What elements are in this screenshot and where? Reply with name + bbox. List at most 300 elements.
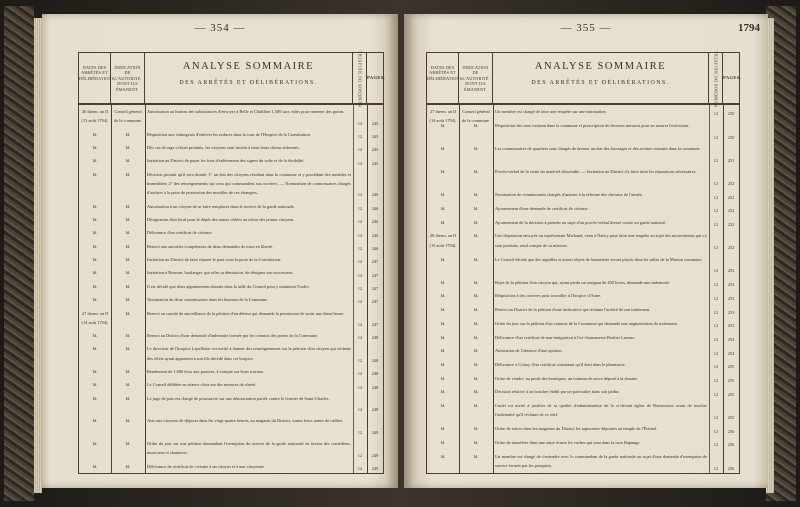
num-cell: 12 (713, 295, 719, 301)
page-cell: 254 (727, 350, 735, 356)
num-cell: 12 (713, 282, 719, 288)
page-cell: 245 (371, 147, 379, 153)
ind-cell: Id. (125, 243, 131, 249)
ind-cell: Id. (125, 203, 131, 209)
text-cell: Invitation au District de payer les frais d'enlèvement des signes du culte et de la féodalité. (147, 158, 305, 164)
ind-cell: Id. (473, 440, 479, 446)
text-cell: Rendement de 1,600 écus aux pauvres, à-compte sur leurs travaux. (147, 369, 265, 375)
text-cell: Un membre est chargé de faire une enquête sur une insinuation. (495, 109, 607, 114)
table-row (79, 107, 383, 130)
pages-column-header-label: PAGES. (367, 75, 386, 80)
page-cell: 247 (371, 299, 379, 305)
table-row (427, 374, 739, 388)
text-cell: Attestation de l'absence d'une opinion. (495, 348, 563, 354)
date-cell: 26 therm. an II (13 août 1794). (81, 109, 109, 124)
text-cell: Un membre est chargé de s'entendre avec le commandant de la garde nationale au sujet d'une demande d'exemption de service formée par les pompiers. (495, 453, 707, 469)
page-cell: 252 (727, 194, 735, 200)
right-page (404, 14, 768, 488)
page-cell: 248 (371, 407, 379, 413)
page-cell: 248 (371, 384, 379, 390)
num-cell: 12 (713, 415, 719, 421)
page-cell: 246 (371, 245, 379, 251)
ind-cell: Id. (473, 279, 479, 285)
left-cover-board (4, 6, 34, 501)
text-cell: Réquisition à des ouvriers pour travailler à l'hospice d'Anne. (495, 293, 602, 299)
text-cell: Autorisation à un citoyen de se faire remplacer dans le service de la garde nationale. (147, 203, 295, 209)
page-cell: 253 (727, 295, 735, 301)
text-cell: Le Conseil décide que des aiguilles et autres objets de bonneterie seront placés dans les salles de la Maison commune. (495, 256, 703, 262)
table-row (427, 204, 739, 218)
text-cell: Nomination de commissaires chargés d'assister à la réforme des chevaux de l'armée. (495, 192, 643, 198)
num-cell: 12 (713, 208, 719, 214)
table-row (427, 360, 739, 374)
date-cell: 27 therm. an II (14 août 1794). (429, 109, 457, 124)
table-row (427, 144, 739, 167)
num-cell: 12 (357, 147, 363, 153)
text-cell: Renvoi au comité de surveillance de la pétition d'un détenu qui demande la permission de sortir une demi-heure. (147, 310, 345, 316)
text-cell: Une députation envoyée au représentant Michaud, venu à Nancy pour faire une enquête au sujet des mouvements qui s'y sont produits, rend compte de sa mission. (495, 233, 707, 248)
num-cell: 12 (357, 192, 363, 198)
text-cell: Renvoi au District d'une demande d'indemnité formée par les commis des portes de la Commune. (147, 333, 319, 339)
table-row (427, 121, 739, 144)
ind-cell: Id. (473, 426, 479, 432)
page-cell: 251 (727, 157, 735, 163)
indication-column-header (459, 53, 493, 103)
num-cell: 12 (713, 268, 719, 274)
num-cell: 12 (357, 465, 363, 471)
text-cell: Dès cas de rage ci-bien produits, les citoyens sont invités à tenir leurs chiens enfermés. (147, 144, 300, 150)
ind-cell: Id. (125, 382, 131, 388)
table-row (79, 242, 383, 255)
date-cell: 28 therm. an II (15 août 1794). (429, 233, 457, 248)
analysis-column-header (493, 53, 709, 103)
num-cell: 12 (357, 160, 363, 166)
page-cell: 253 (727, 282, 735, 288)
text-cell: Réquisition des sons existant dans la commune et prescription de diverses mesures pour en assurer l'exécution. (495, 122, 690, 128)
indication-column-header-label: INDICATION DE L'AUTORITÉ DONT ILS ÉMANENT. (114, 65, 141, 92)
text-cell: Procès-verbal de la visite du matériel d'incendie. — Invitation au District d'y faire faire les réparations nécessaires. (495, 169, 697, 175)
dates-column-header-label: DATES DES ARRÊTÉS ET DÉLIBÉRATIONS. (427, 65, 464, 81)
ind-cell: Id. (125, 171, 131, 177)
text-cell: Ordre du jour sur la pétition d'un commis de la Commune qui demande une augmentation de traitement. (495, 320, 678, 326)
ind-cell: Id. (473, 192, 479, 198)
page-cell: 249 (371, 429, 379, 435)
table-row (427, 319, 739, 333)
page-cell: 247 (371, 322, 379, 328)
num-cell: 12 (713, 336, 719, 342)
num-cell: 12 (713, 391, 719, 397)
table-row (427, 401, 739, 424)
table-subtitle: DES ARRÊTÉS ET DÉLIBÉRATIONS. (179, 80, 318, 86)
ind-cell: Id. (125, 441, 131, 447)
ind-cell: Id. (125, 463, 131, 469)
text-cell: Décision portant qu'il sera donné: 1° un état des citoyens résidant dans la commune et y possédant des meubles et immeubles; 2° des renseignements sur ceux qui commandent aux ouvriers. — Nomination de commissaires chargés d'assister à la prise de possession des meubles de ces étrangers. (147, 171, 351, 195)
page-cell: 252 (727, 222, 735, 228)
num-cell: 12 (357, 299, 363, 305)
page-cell: 245 (371, 160, 379, 166)
analysis-column-header (145, 53, 353, 103)
page-cell: 246 (371, 219, 379, 225)
num-cell: 12 (713, 222, 719, 228)
page-cell: 249 (371, 452, 379, 458)
text-cell: Délivrance à Coissy d'un certificat constatant qu'il était dans le pharmacie. (495, 362, 626, 368)
num-cell: 12 (357, 120, 363, 126)
text-cell: Le directeur de l'hospice Lepelletier est invité à donner des renseignements sur la pétition d'un citoyen qui réclame des effets ayant appartenu à son fils décédé dans cet hospice. (147, 346, 351, 361)
table-row (79, 344, 383, 367)
table-row (427, 346, 739, 360)
ind-cell: Id. (473, 256, 479, 262)
table-row (79, 202, 383, 215)
date-cell: Id. (440, 348, 446, 354)
date-cell: Id. (92, 257, 98, 263)
date-cell: Id. (440, 122, 446, 128)
num-cell: 12 (357, 384, 363, 390)
page-cell: 255 (727, 391, 735, 397)
table-row (79, 143, 383, 156)
date-cell: Id. (92, 395, 98, 401)
ind-cell: Id. (473, 307, 479, 313)
numeros-column-header (709, 48, 723, 108)
text-cell: Délivrance d'un certificat de civisme. (147, 230, 213, 236)
table-row (79, 331, 383, 344)
date-cell: Id. (440, 362, 446, 368)
num-cell: 12 (357, 232, 363, 238)
page-cell: 248 (371, 371, 379, 377)
num-cell: 12 (357, 371, 363, 377)
date-cell: Id. (92, 171, 98, 177)
num-cell: 12 (713, 350, 719, 356)
table-row (79, 295, 383, 308)
ind-cell: Id. (125, 257, 131, 263)
table-row (79, 439, 383, 462)
table-row (427, 333, 739, 347)
table-row (79, 282, 383, 295)
page-cell: 245 (371, 133, 379, 139)
dates-column-header (427, 53, 464, 103)
table-header (427, 48, 742, 108)
text-cell: Il est décidé que deux appartements donnés dans la salle du Conseil pour y maintenir l'ordre. (147, 283, 310, 289)
text-cell: Réquisition aux vidangeurs d'enlever les ordures dans la cour de l'Hospice de la Constitution. (147, 131, 311, 137)
date-cell: Id. (92, 346, 98, 352)
date-cell: Id. (92, 418, 98, 424)
text-cell: Délivrance de certificat de civisme à un citoyen et à une citoyenne. (147, 463, 265, 469)
ind-cell: Id. (125, 310, 131, 316)
ind-cell: Id. (473, 293, 479, 299)
table-row (79, 416, 383, 439)
num-cell: 12 (713, 194, 719, 200)
table-row (427, 278, 739, 292)
num-cell: 12 (357, 245, 363, 251)
table-row (427, 452, 739, 475)
date-cell: Id. (92, 131, 98, 137)
table-row (427, 167, 739, 190)
page-cell: 252 (727, 180, 735, 186)
date-cell: Id. (440, 403, 446, 409)
ind-cell: Id. (125, 283, 131, 289)
page-cell: 250 (727, 111, 735, 117)
ind-cell: Id. (473, 320, 479, 326)
text-cell: Avis aux citoyens de déposer dans les vingt-quatre heures, au magasin du District, toutes leurs armes de calibre. (147, 418, 344, 424)
date-cell: Id. (92, 441, 98, 447)
date-cell: Id. (440, 426, 446, 432)
text-cell: Ordre du jour sur une pétition demandant l'exemption du service de la garde nationale en faveur des comédiens, musiciens et chanteurs. (147, 441, 351, 456)
table-title: ANALYSE SOMMAIRE (182, 61, 315, 72)
pages-column-header (723, 53, 742, 103)
ind-cell: Id. (473, 375, 479, 381)
num-cell: 12 (357, 429, 363, 435)
page-cell: 247 (371, 272, 379, 278)
page-cell: 248 (371, 335, 379, 341)
table-row (79, 367, 383, 380)
date-cell: Id. (440, 145, 446, 151)
page-cell: 247 (371, 259, 379, 265)
table-row (427, 424, 739, 438)
ind-cell: Conseil général de la commune. (114, 109, 142, 124)
table-row (79, 255, 383, 268)
num-cell: 12 (357, 407, 363, 413)
running-head (404, 22, 768, 36)
num-cell: 12 (357, 322, 363, 328)
date-cell: Id. (92, 203, 98, 209)
ind-cell: Id. (125, 369, 131, 375)
table-body (79, 105, 383, 473)
table-row (427, 291, 739, 305)
year-label: 1794 (738, 22, 760, 34)
dates-column-header-label: DATES DES ARRÊTÉS ET DÉLIBÉRATIONS. (79, 65, 116, 81)
num-cell: 12 (713, 465, 719, 471)
num-cell: 12 (357, 358, 363, 363)
pages-column-header (367, 53, 386, 103)
page-cell: 256 (727, 465, 735, 471)
table-row (427, 231, 739, 254)
date-cell: Id. (440, 334, 446, 340)
page-number: — 354 — (194, 22, 246, 34)
page-cell: 254 (727, 336, 735, 342)
page-cell: 248 (371, 358, 379, 363)
text-cell: Renvoi aux autorités compétentes de deux demandes de mise en liberté. (147, 243, 274, 249)
num-cell: 12 (357, 335, 363, 341)
left-page (42, 14, 398, 488)
table-header (79, 48, 386, 108)
page-cell: 249 (371, 465, 379, 471)
table-row (427, 255, 739, 278)
table-row (79, 462, 383, 475)
page-cell: 252 (727, 208, 735, 214)
date-cell: Id. (92, 158, 98, 164)
table-row (427, 190, 739, 204)
page-cell: 250 (727, 134, 735, 140)
num-cell: 12 (713, 180, 719, 186)
date-cell: Id. (92, 216, 98, 222)
text-cell: Ordre de retirer dans les magasins du District les tapisseries déposées au temple de l'Éternel. (495, 426, 658, 432)
num-cell: 12 (713, 111, 719, 117)
page-cell: 247 (371, 286, 379, 292)
ind-cell: Conseil général de la commune. (462, 109, 490, 124)
ind-cell: Id. (473, 453, 479, 459)
text-cell: Autorisation au bureau des subsistances d'envoyer à Belle et Châtillon 1,500 sacs vides pour ramener des grains. (147, 109, 345, 114)
ind-cell: Id. (473, 334, 479, 340)
text-cell: Ajournement d'une demande de certificat de civisme. (495, 205, 589, 211)
page-cell: 246 (371, 232, 379, 238)
ind-cell: Id. (125, 418, 131, 424)
ind-cell: Id. (473, 403, 479, 409)
num-cell: 12 (713, 442, 719, 448)
num-cell: 12 (357, 219, 363, 225)
page-cell: 253 (727, 268, 735, 274)
table-row (79, 268, 383, 281)
indication-column-header (111, 53, 145, 103)
table-row (427, 305, 739, 319)
num-cell: 12 (713, 428, 719, 434)
table-row (79, 170, 383, 202)
table-row (427, 218, 739, 232)
date-cell: Id. (440, 307, 446, 313)
text-cell: Ordre de vendre, au poids des boutiques, un tonneau de sucre déposé à la douane. (495, 375, 639, 381)
table-row (79, 380, 383, 393)
page-cell: 255 (727, 378, 735, 384)
table-row (79, 309, 383, 332)
page-cell: 253 (727, 323, 735, 329)
date-cell: Id. (440, 389, 446, 395)
ind-cell: Id. (125, 333, 131, 339)
date-cell: Id. (440, 453, 446, 459)
text-cell: Ordre de transférer dans une autre écurie les vaches qui sont dans la cure Bapange. (495, 440, 641, 446)
text-cell: Rejet de la pétition d'un citoyen qui, ayant perdu un assignat de 200 livres, demande une indemnité. (495, 279, 671, 285)
page-cell: 246 (371, 205, 379, 211)
date-cell: Id. (92, 283, 98, 289)
text-cell: Nomination de deux commissaires dans les bureaux de la Commune. (147, 297, 269, 303)
text-cell: Invitation au District de faire réparer le pont sous la porte de la Constitution. (147, 257, 282, 263)
date-cell: Id. (92, 243, 98, 249)
table-row (427, 438, 739, 452)
date-cell: Id. (440, 205, 446, 211)
ind-cell: Id. (125, 144, 131, 150)
page-cell: 252 (727, 245, 735, 251)
ind-cell: Id. (473, 205, 479, 211)
text-cell: Désignation d'un local pour le dépôt des armes cédées au trésor des jeunes citoyens. (147, 216, 295, 222)
page-number: — 355 — (560, 22, 612, 34)
running-head (42, 22, 398, 36)
ind-cell: Id. (125, 131, 131, 137)
ind-cell: Id. (473, 362, 479, 368)
num-cell: 12 (357, 286, 363, 292)
table-row (427, 387, 739, 401)
ind-cell: Id. (125, 158, 131, 164)
numeros-column-header-label: NUMÉROS DU REGISTRE. (357, 48, 362, 108)
date-cell: Id. (440, 192, 446, 198)
num-cell: 12 (357, 272, 363, 278)
page-cell: 246 (371, 192, 379, 198)
date-cell: Id. (440, 440, 446, 446)
date-cell: Id. (440, 293, 446, 299)
text-cell: Délivrance d'un certificat de non-émigration à l'ex-chanoinesse Boulier Lavaux. (495, 334, 636, 340)
table-title: ANALYSE SOMMAIRE (534, 61, 667, 72)
page-cell: 255 (727, 364, 735, 370)
ind-cell: Id. (473, 219, 479, 225)
date-cell: Id. (92, 333, 98, 339)
numeros-column-header (353, 48, 367, 108)
ind-cell: Id. (473, 348, 479, 354)
page-cell: 245 (371, 120, 379, 126)
text-cell: Renvoi au District de la pétition d'une institutrice qui réclame l'arriéré de son traitement. (495, 307, 651, 313)
table-row (79, 394, 383, 417)
table-body (427, 105, 739, 473)
page-cell: 256 (727, 442, 735, 448)
dates-column-header (79, 53, 116, 103)
page-cell: 255 (727, 415, 735, 421)
date-cell: Id. (92, 230, 98, 236)
date-cell: Id. (440, 169, 446, 175)
page-cell: 253 (727, 309, 735, 315)
num-cell: 12 (713, 364, 719, 370)
text-cell: Ajournement de la décision à prendre au sujet d'un procès-verbal dressé contre un garde national. (495, 219, 666, 225)
date-cell: Id. (440, 375, 446, 381)
date-cell: Id. (92, 270, 98, 276)
num-cell: 12 (357, 452, 363, 458)
date-cell: Id. (440, 320, 446, 326)
num-cell: 12 (357, 259, 363, 265)
ind-cell: Id. (125, 270, 131, 276)
text-cell: Décision relative à un boucher établi par un particulier dans son jardin. (495, 389, 620, 395)
ind-cell: Id. (125, 346, 131, 352)
num-cell: 12 (357, 205, 363, 211)
table-subtitle: DES ARRÊTÉS ET DÉLIBÉRATIONS. (531, 80, 670, 86)
date-cell: Id. (440, 256, 446, 262)
text-cell: Les commissaires de quartiers sont chargés de dresser un état des fourrages et des avoines existant dans la commune. (495, 145, 701, 151)
ind-cell: Id. (473, 233, 479, 239)
num-cell: 12 (713, 323, 719, 329)
register-table (78, 48, 386, 474)
date-cell: Id. (92, 382, 98, 388)
num-cell: 12 (713, 378, 719, 384)
date-cell: Id. (92, 144, 98, 150)
num-cell: 12 (713, 245, 719, 251)
num-cell: 12 (713, 157, 719, 163)
num-cell: 12 (713, 309, 719, 315)
ind-cell: Id. (473, 169, 479, 175)
indication-column-header-label: INDICATION DE L'AUTORITÉ DONT ILS ÉMANENT. (462, 65, 489, 92)
left-page-edges (34, 18, 42, 493)
ind-cell: Id. (473, 122, 479, 128)
date-cell: Id. (92, 369, 98, 375)
date-cell: Id. (440, 279, 446, 285)
numeros-column-header-label: NUMÉROS DU REGISTRE. (713, 48, 718, 108)
register-table (426, 48, 742, 474)
page-cell: 256 (727, 428, 735, 434)
ind-cell: Id. (473, 389, 479, 395)
table-row (427, 107, 739, 124)
num-cell: 12 (357, 133, 363, 139)
ind-cell: Id. (125, 230, 131, 236)
date-cell: Id. (92, 297, 98, 303)
date-cell: Id. (440, 219, 446, 225)
ind-cell: Id. (125, 297, 131, 303)
date-cell: Id. (92, 463, 98, 469)
table-row (79, 228, 383, 241)
pages-column-header-label: PAGES. (723, 75, 742, 80)
ind-cell: Id. (125, 395, 131, 401)
ind-cell: Id. (125, 216, 131, 222)
table-row (79, 130, 383, 143)
num-cell: 12 (713, 134, 719, 140)
text-cell: Curtet est invité à justifier de sa qualité d'administrateur de la ci-devant église de Bonsecours avant de toucher l'indemnité qu'il réclame de ce chef. (495, 403, 707, 418)
text-cell: Le Conseil délibère en séance close sur des mesures de sûreté. (147, 382, 257, 388)
table-row (79, 156, 383, 169)
ind-cell: Id. (473, 145, 479, 151)
text-cell: Le juge de paix est chargé de poursuivre sur une dénonciation portée contre le fermier de Saint-Charles. (147, 395, 330, 401)
text-cell: Invitation à Bresson, boulanger, qui offre sa démission, de désigner son successeur. (147, 270, 294, 276)
table-row (79, 215, 383, 228)
